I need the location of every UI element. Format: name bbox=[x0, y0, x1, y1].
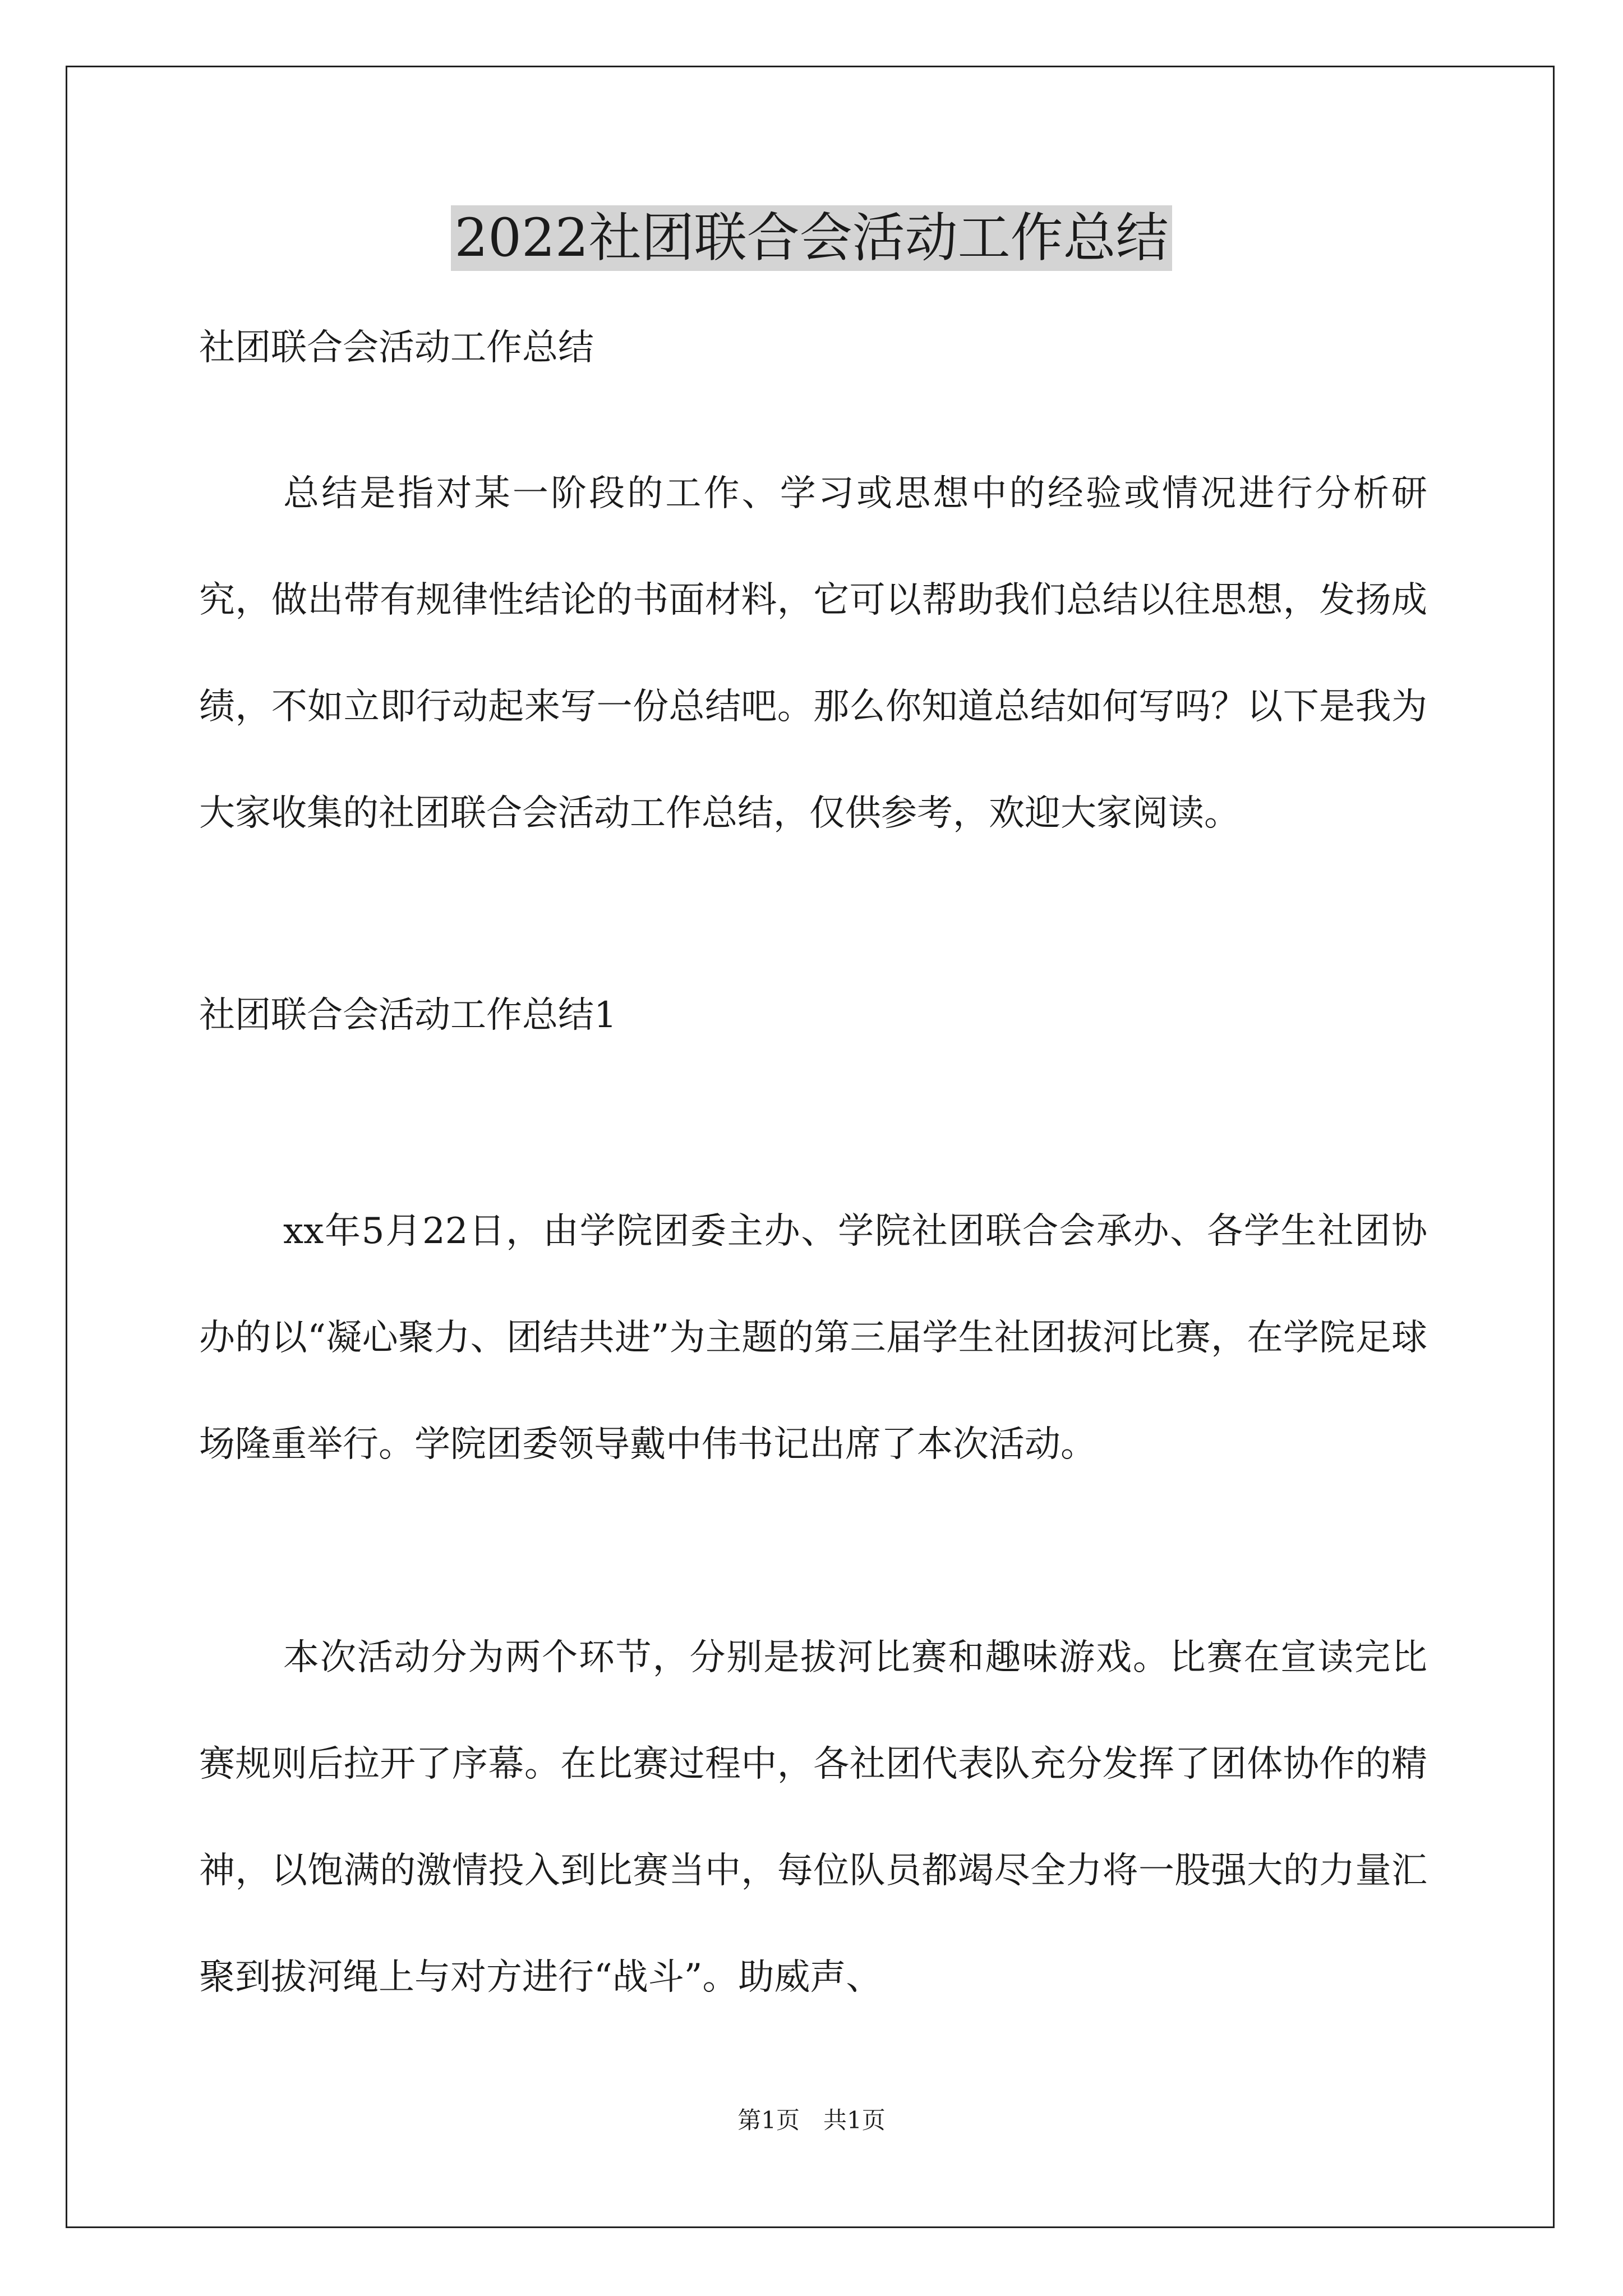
body-paragraph-1: xx年5月22日，由学院团委主办、学院社团联合会承办、各学生社团协办的以“凝心聚力、团结共进”为主题的第三届学生社团拔河比赛，在学院足球场隆重举行。学院团委领导戴中伟书记出席了本次活动。 bbox=[199, 1211, 1427, 1465]
document-subtitle: 社团联合会活动工作总结 bbox=[199, 327, 594, 369]
intro-paragraph: 总结是指对某一阶段的工作、学习或思想中的经验或情况进行分析研究，做出带有规律性结论的书面材料，它可以帮助我们总结以往思想，发扬成绩，不如立即行动起来写一份总结吧。那么你知道总结如何写吗？以下是我为大家收集的社团联合会活动工作总结，仅供参考，欢迎大家阅读。 bbox=[199, 473, 1427, 834]
body-paragraph-2: 本次活动分为两个环节，分别是拔河比赛和趣味游戏。比赛在宣读完比赛规则后拉开了序幕。在比赛过程中，各社团代表队充分发挥了团体协作的精神，以饱满的激情投入到比赛当中，每位队员都竭尽全力将一股强大的力量汇聚到拔河绳上与对方进行“战斗”。助威声、 bbox=[199, 1637, 1427, 1998]
page-number: 第1页 共1页 bbox=[737, 2106, 886, 2134]
document-title bbox=[0, 202, 1623, 275]
section-heading: 社团联合会活动工作总结1 bbox=[199, 995, 617, 1036]
document-title-text: 2022社团联合会活动工作总结 bbox=[451, 205, 1172, 271]
